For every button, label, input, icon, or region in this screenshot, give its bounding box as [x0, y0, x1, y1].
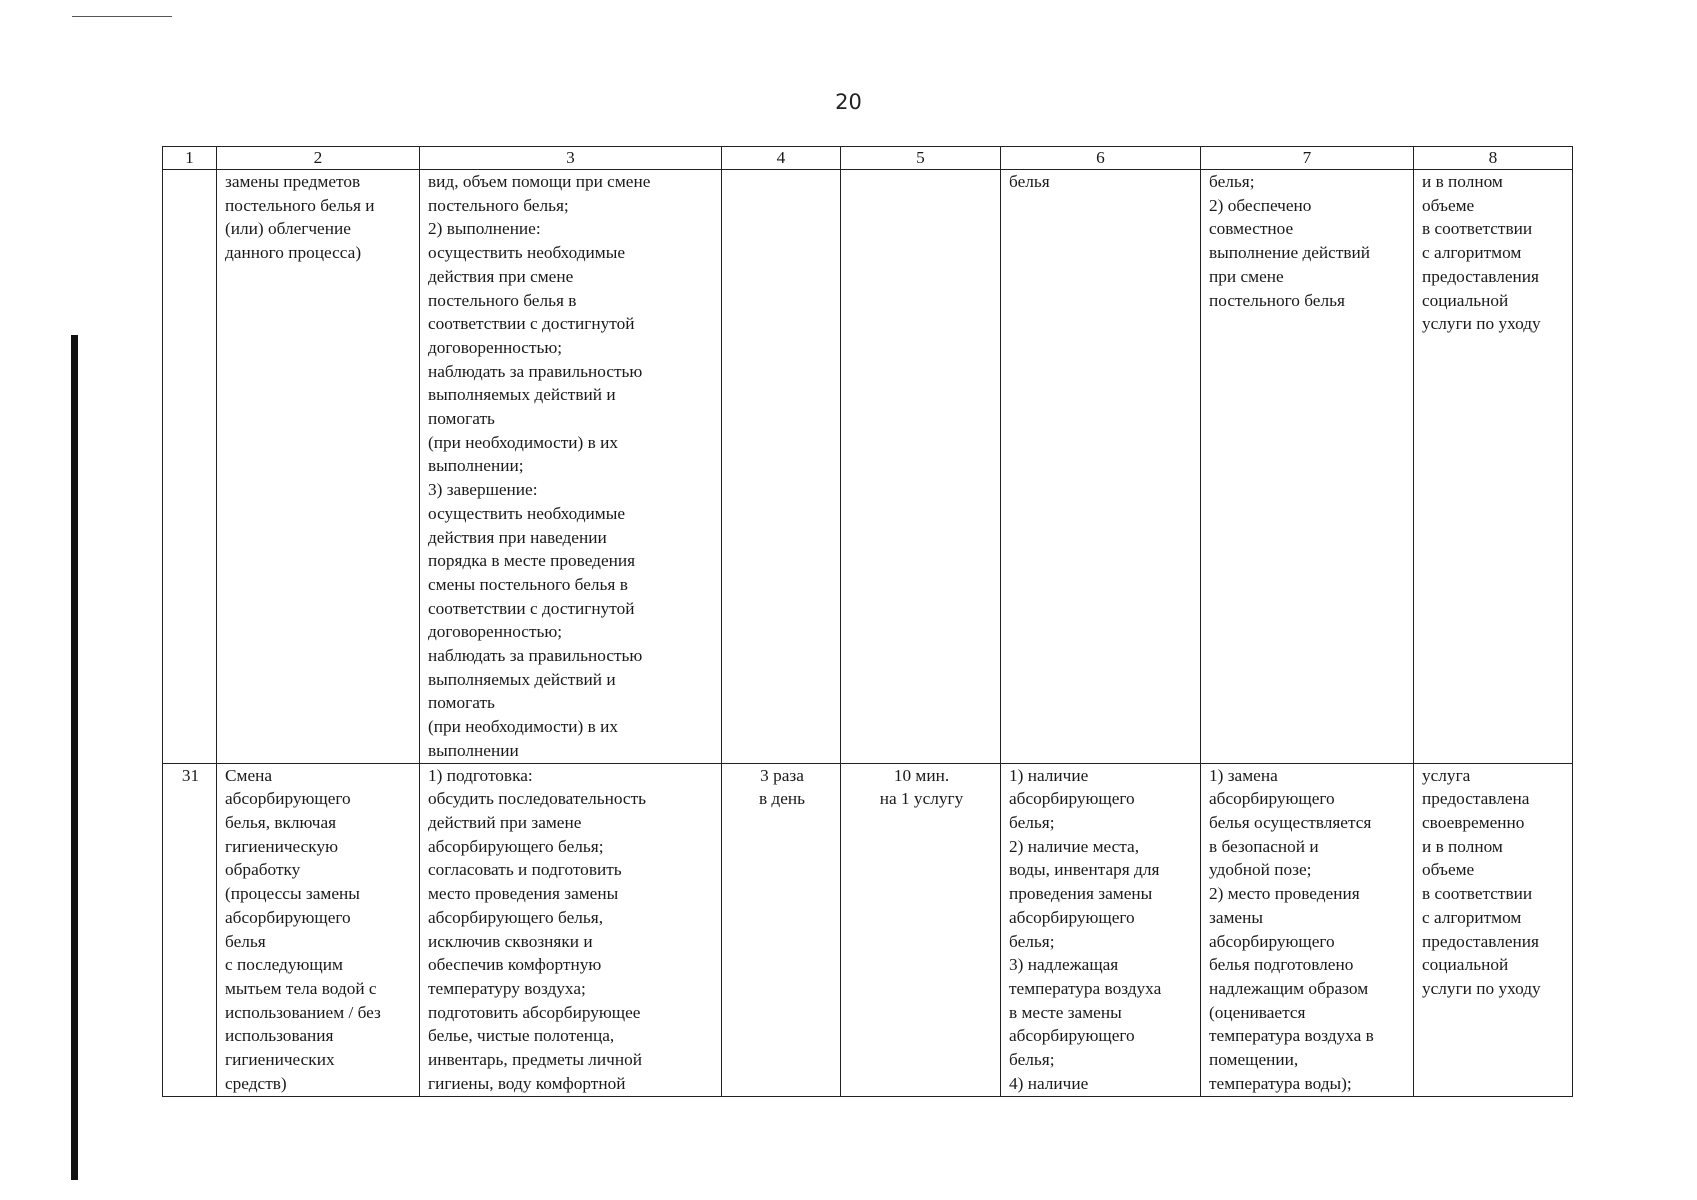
service-name-cell: Смена абсорбирующего белья, включая гигиеническую обработку (процессы замены абсорбирующего белья с последующим мытьем тела водой с использованием / без использования гигиенических средств)	[217, 763, 420, 1096]
frequency-cell	[722, 170, 841, 764]
column-header-5: 5	[841, 147, 1001, 170]
column-header-8: 8	[1414, 147, 1573, 170]
header-row	[163, 147, 1573, 170]
column-header-7: 7	[1201, 147, 1414, 170]
conditions-cell: белья	[1001, 170, 1201, 764]
table-row	[163, 170, 1573, 764]
table-row	[163, 763, 1573, 1096]
evaluation-cell: и в полном объеме в соответствии с алгоритмом предоставления социальной услуги по уходу	[1414, 170, 1573, 764]
column-header-3: 3	[420, 147, 722, 170]
scan-artifact-line	[72, 16, 172, 17]
scan-artifact-bar	[71, 335, 78, 1180]
conditions-cell: 1) наличие абсорбирующего белья; 2) наличие места, воды, инвентаря для проведения замены абсорбирующего белья; 3) надлежащая температура воздуха в месте замены абсорбирующего белья; 4) наличие	[1001, 763, 1201, 1096]
service-description-cell: 1) подготовка: обсудить последовательность действий при замене абсорбирующего белья; согласовать и подготовить место проведения замены абсорбирующего белья, исключив сквозняки и обеспечив комфортную температуру воздуха; подготовить абсорбирующее белье, чистые полотенца, инвентарь, предметы личной гигиены, воду комфортной	[420, 763, 722, 1096]
column-header-2: 2	[217, 147, 420, 170]
quality-cell: белья; 2) обеспечено совместное выполнение действий при смене постельного белья	[1201, 170, 1414, 764]
column-header-4: 4	[722, 147, 841, 170]
services-table	[162, 146, 1573, 1097]
service-description-cell: вид, объем помощи при смене постельного белья; 2) выполнение: осуществить необходимые действия при смене постельного белья в соответствии с достигнутой договоренностью; наблюдать за правильностью выполняемых действий и помогать (при необходимости) в их выполнении; 3) завершение: осуществить необходимые действия при наведении порядка в месте проведения смены постельного белья в соответствии с достигнутой договоренностью; наблюдать за правильностью выполняемых действий и помогать (при необходимости) в их выполнении	[420, 170, 722, 764]
evaluation-cell: услуга предоставлена своевременно и в полном объеме в соответствии с алгоритмом предоставления социальной услуги по уходу	[1414, 763, 1573, 1096]
frequency-cell: 3 раза в день	[722, 763, 841, 1096]
row-number-cell	[163, 170, 217, 764]
row-number-cell: 31	[163, 763, 217, 1096]
service-name-cell: замены предметов постельного белья и (или) облегчение данного процесса)	[217, 170, 420, 764]
page-number: 20	[835, 90, 862, 114]
quality-cell: 1) замена абсорбирующего белья осуществляется в безопасной и удобной позе; 2) место проведения замены абсорбирующего белья подготовлено надлежащим образом (оценивается температура воздуха в помещении, температура воды);	[1201, 763, 1414, 1096]
duration-cell: 10 мин. на 1 услугу	[841, 763, 1001, 1096]
column-header-1: 1	[163, 147, 217, 170]
duration-cell	[841, 170, 1001, 764]
column-header-6: 6	[1001, 147, 1201, 170]
